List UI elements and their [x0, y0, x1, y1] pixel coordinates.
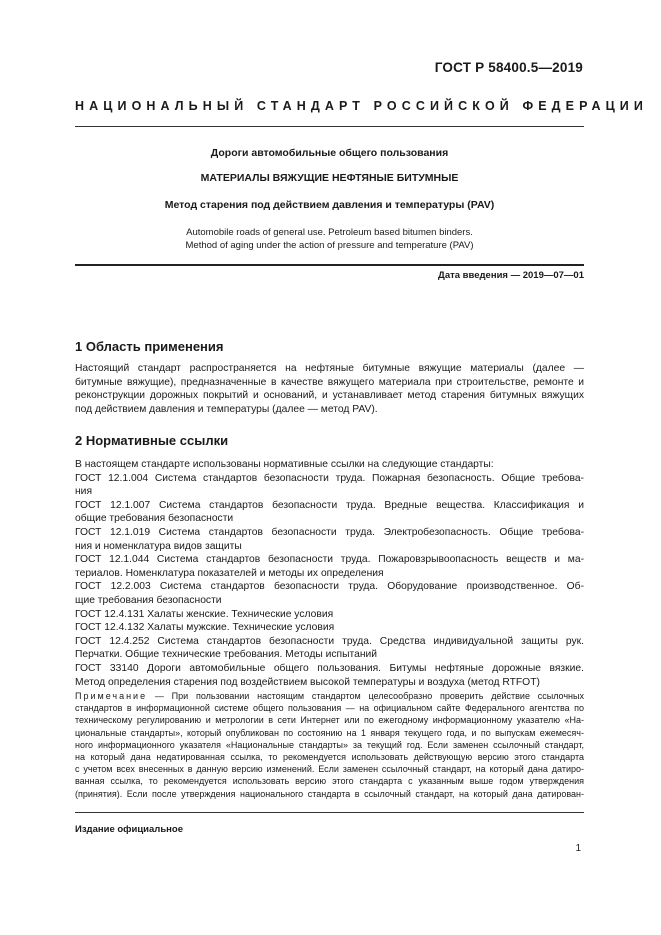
text-line: ГОСТ 12.1.019 Система стандартов безопасности труда. Электробезопасность. Общие требова-: [75, 526, 584, 538]
note-line: ванная ссылка, то рекомендуется использовать версию этого стандарта с указанным выше годом утверждения: [75, 776, 584, 787]
text-line: Перчатки. Общие технические требования. Методы испытаний: [75, 649, 378, 661]
text-line: ния: [75, 486, 93, 498]
title-road-type: Дороги автомобильные общего пользования: [210, 147, 449, 159]
text-line: ГОСТ 12.4.252 Система стандартов безопасности труда. Средства индивидуальной защиты рук.: [75, 635, 584, 647]
document-code: ГОСТ Р 58400.5—2019: [434, 60, 583, 75]
text-line: ГОСТ 12.2.003 Система стандартов безопасности труда. Оборудование производственное. Об-: [75, 581, 584, 593]
title-method: Метод старения под действием давления и температуры (PAV): [164, 199, 495, 211]
title-english-line-1: Automobile roads of general use. Petroleum based bitumen binders.: [186, 227, 473, 238]
title-divider: [75, 264, 584, 266]
national-standard-banner: НАЦИОНАЛЬНЫЙ СТАНДАРТ РОССИЙСКОЙ ФЕДЕРАЦИИ: [75, 99, 648, 113]
title-english: [75, 226, 584, 252]
note-line: техническому регулированию и метрологии в сети Интернет или по ежегодному информационному указателю «На-: [75, 715, 584, 726]
text-line: ГОСТ 33140 Дороги автомобильные общего пользования. Битумы нефтяные дорожные вязкие.: [75, 662, 584, 674]
top-divider: [75, 126, 584, 127]
text-line: щие требования безопасности: [75, 594, 222, 606]
note-line: циональные стандарты», который опубликован по состоянию на 1 января текущего года, и по выпускам ежемесяч-: [75, 727, 584, 738]
note-line: на который дана недатированная ссылка, то рекомендуется использовать действующую версию этого стандарта: [75, 752, 584, 763]
note-label: Примечание: [75, 691, 148, 701]
text-line: общие требования безопасности: [75, 513, 234, 525]
section-1-heading: 1 Область применения: [75, 339, 224, 354]
title-materials: МАТЕРИАЛЫ ВЯЖУЩИЕ НЕФТЯНЫЕ БИТУМНЫЕ: [200, 172, 459, 184]
page-number: 1: [575, 843, 581, 854]
note-line: стандартов в информационной системе общего пользования — на официальном сайте Федерального агентства по: [75, 703, 584, 714]
text-line: битумные вяжущие), предназначенные в качестве вяжущего материала при строительстве, ремонте и: [75, 376, 584, 388]
note-block: [75, 690, 584, 800]
text-line: реконструкции дорожных покрытий и оснований, и устанавливает метод старения битумных вяжущих: [75, 390, 584, 402]
text-line: ГОСТ 12.1.004 Система стандартов безопасности труда. Пожарная безопасность. Общие требова-: [75, 472, 584, 484]
note-first-line: [75, 690, 584, 702]
note-line: ного информационного указателя «Национальные стандарты» за текущий год. Если заменен ссылочный стандарт,: [75, 739, 584, 750]
text-line: Метод определения старения под воздействием высокой температуры и воздуха (метод RTFOT): [75, 676, 540, 688]
note-first-text: — При пользовании настоящим стандартом целесообразно проверить действие ссылочных: [154, 691, 584, 701]
bottom-divider: [75, 812, 584, 813]
official-edition-label: Издание официальное: [75, 824, 183, 835]
text-line: Настоящий стандарт распространяется на нефтяные битумные вяжущие материалы (далее —: [75, 363, 584, 374]
section-1-body: [75, 362, 584, 416]
text-line: ГОСТ 12.1.007 Система стандартов безопасности труда. Вредные вещества. Классификация и: [75, 499, 584, 511]
introduction-date: Дата введения — 2019—07—01: [438, 270, 584, 281]
text-line: териалов. Номенклатура показателей и методы их определения: [75, 567, 384, 579]
text-line: ГОСТ 12.1.044 Система стандартов безопасности труда. Пожаровзрывоопасность веществ и ма-: [75, 554, 584, 566]
note-line: (принятия). Если после утверждения национального стандарта в ссылочный стандарт, на который дана датирован-: [75, 788, 584, 799]
note-line: с учетом всех внесенных в данную версию изменений. Если заменен ссылочный стандарт, на который дана датиро-: [75, 764, 584, 775]
text-line: ния и номенклатура видов защиты: [75, 540, 242, 552]
text-line: ГОСТ 12.4.132 Халаты мужские. Технические условия: [75, 622, 335, 634]
title-english-line-2: Method of aging under the action of pressure and temperature (PAV): [185, 240, 474, 251]
text-line: В настоящем стандарте использованы нормативные ссылки на следующие стандарты:: [75, 459, 494, 470]
text-line: под действием давления и температуры (далее — метод PAV).: [75, 403, 378, 415]
text-line: ГОСТ 12.4.131 Халаты женские. Технические условия: [75, 608, 334, 620]
section-2-body: [75, 458, 584, 689]
section-2-heading: 2 Нормативные ссылки: [75, 433, 229, 448]
